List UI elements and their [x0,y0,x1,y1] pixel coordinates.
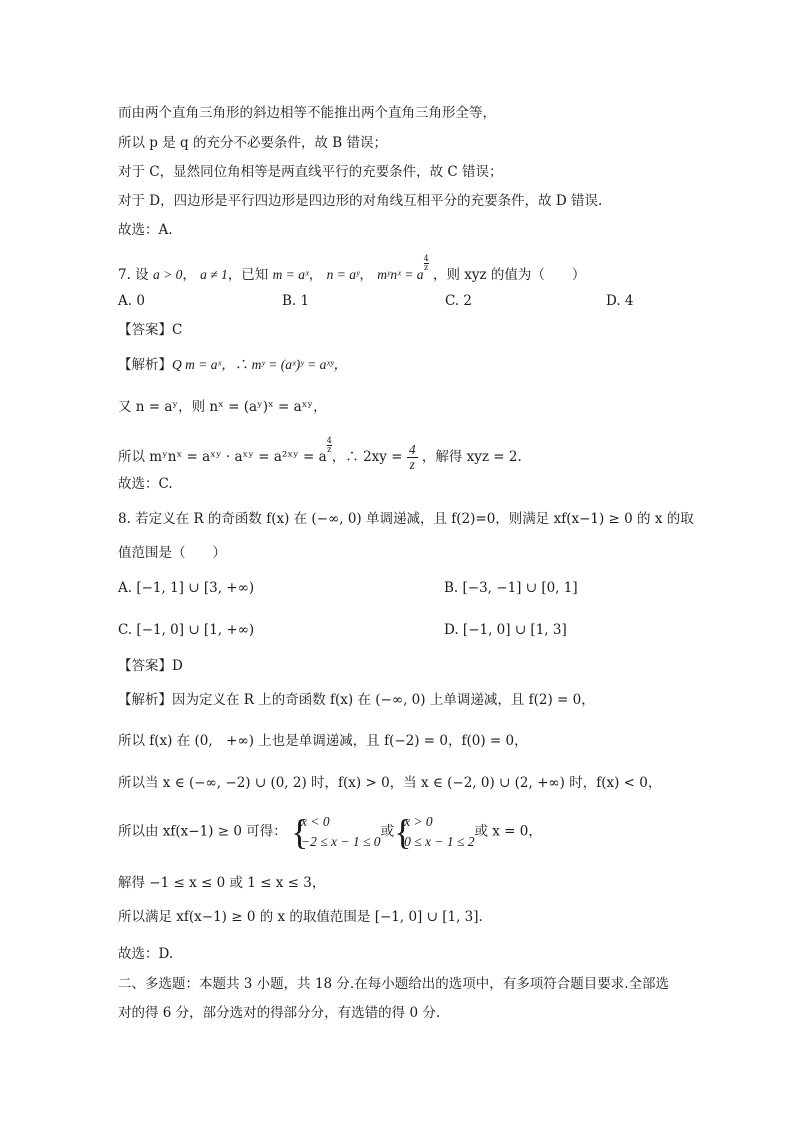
q8-choose: 故选：D. [118,946,174,962]
q7-math: n = aʸ [326,267,360,282]
text-line: 所以 p 是 q 的充分不必要条件，故 B 错误； [118,135,387,151]
q7-option-b: B. 1 [282,293,310,309]
fraction-denominator: z [327,445,332,454]
text-line: 故选：A. [118,222,173,238]
q7-exponent-fraction [424,255,429,272]
document-page [118,0,694,1123]
q8-explanation-4 [118,812,542,852]
q7-sep: ，已知 [227,267,269,283]
fraction-numerator: 4 [423,254,429,263]
fraction-numerator: 4 [408,442,416,457]
q8-explanation-5: 解得 −1 ≤ x ≤ 0 或 1 ≤ x ≤ 3， [118,875,326,891]
q7-stem-suffix: ，则 xyz 的值为（ ） [432,267,586,283]
q8-expl-text: 或 x = 0， [474,823,542,840]
question-8-stem-1: 8. 若定义在 R 的奇函数 f(x) 在 (−∞, 0) 单调递减，且 f(2)=0，则满足 xf(x−1) ≥ 0 的 x 的取 [118,511,694,527]
section-2-heading-2: 对的得 6 分，部分选对的得部分分，有选错的得 0 分. [118,1005,441,1021]
question-7-stem [118,255,585,285]
question-8-stem-2: 值范围是（ ） [118,545,226,561]
fraction-denominator: z [409,457,415,472]
q8-option-b: B. [−3, −1] ∪ [0, 1] [444,580,578,596]
brace-icon: { [394,812,412,852]
q8-expl-text: 所以由 xf(x−1) ≥ 0 可得： [118,823,287,840]
fraction-denominator: z [424,263,429,272]
q7-sep: ， [182,267,196,283]
q7-expl-math: Q m = aˣ，∴ mʸ = (aˣ)ʸ = aˣʸ， [172,357,348,372]
q8-explanation-2: 所以 f(x) 在 (0, +∞) 上也是单调递减，且 f(−2) = 0，f(0) = 0， [118,733,528,749]
q7-math: a ≠ 1 [200,267,228,282]
text-line: 而由两个直角三角形的斜边相等不能推出两个直角三角形全等， [118,105,496,121]
brace-icon: { [291,812,309,852]
q7-math: mʸnˣ = a [377,267,424,282]
q7-option-a: A. 0 [118,293,145,309]
q8-option-d: D. [−1, 0] ∪ [1, 3] [444,622,567,638]
q7-option-d: D. 4 [606,293,634,309]
q7-expl-text: ，解得 xyz = 2. [421,449,522,465]
q7-answer: 【答案】C [118,322,183,338]
q8-expl-text: 或 [380,823,395,840]
q8-case-system-2 [394,812,474,852]
q8-option-c: C. [−1, 0] ∪ [1, +∞) [118,622,255,638]
q8-explanation-1: 【解析】因为定义在 R 上的奇函数 f(x) 在 (−∞, 0) 上单调递减，且 f(2) = 0， [118,692,595,708]
q7-explanation-3 [118,437,522,472]
q7-expl-text: ，∴ 2xy = [331,449,403,465]
q7-fraction [407,443,418,472]
q7-explanation-2: 又 n = aʸ，则 nˣ = (aʸ)ˣ = aˣʸ， [118,399,327,415]
case-line: −2 ≤ x − 1 ≤ 0 [301,834,381,849]
fraction-numerator: 4 [326,436,332,445]
section-2-heading-1: 二、多选题：本题共 3 小题，共 18 分.在每小题给出的选项中，有多项符合题目要求.全部选 [118,976,670,992]
case-line: x < 0 [301,814,330,829]
case-line: x > 0 [404,814,433,829]
q7-expl-text: 所以 mʸnˣ = aˣʸ · aˣʸ = a²ˣʸ = a [118,449,327,465]
q7-math: m = aˣ [272,267,309,282]
q7-option-c: C. 2 [445,293,473,309]
q7-stem-prefix: 7. 设 [118,267,149,283]
q8-case-system-1 [291,812,381,852]
q8-explanation-3: 所以当 x ∈ (−∞, −2) ∪ (0, 2) 时，f(x) > 0，当 x ∈ (−2, 0) ∪ (2, +∞) 时，f(x) < 0， [118,775,662,791]
q7-explanation-1 [118,355,347,375]
q8-explanation-6: 所以满足 xf(x−1) ≥ 0 的 x 的取值范围是 [−1, 0] ∪ [1, 3]. [118,909,483,925]
q8-answer: 【答案】D [118,658,183,674]
text-line: 对于 C，显然同位角相等是两直线平行的充要条件，故 C 错误； [118,164,503,180]
explanation-label: 【解析】 [118,357,172,373]
q7-choose: 故选：C. [118,476,173,492]
case-line: 0 ≤ x − 1 ≤ 2 [404,834,475,849]
text-line: 对于 D，四边形是平行四边形是四边形的对角线互相平分的充要条件，故 D 错误. [118,193,603,209]
q7-math: a > 0 [152,267,183,282]
q7-sep: ， [308,267,323,283]
q7-sep: ， [359,267,373,283]
q8-option-a: A. [−1, 1] ∪ [3, +∞) [118,580,255,596]
